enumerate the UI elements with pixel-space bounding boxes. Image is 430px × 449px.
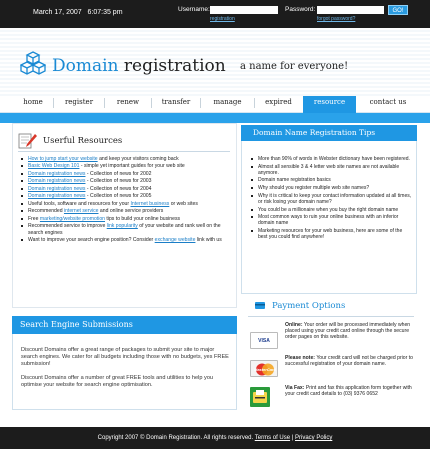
list-item: Marketing resources for your web business, here are some of the best you could find anywhere! bbox=[250, 228, 412, 240]
brand-part2: registration bbox=[123, 56, 226, 76]
resource-link[interactable]: Domain registration news bbox=[28, 178, 86, 185]
payment-text bbox=[285, 385, 415, 397]
list-item-text: Useful tools, software and resources for your bbox=[28, 200, 131, 207]
divider bbox=[18, 151, 230, 152]
payment-desc: Your order will be processed immediately when placed using your credit card online through the secure order pages on this website. bbox=[285, 322, 411, 341]
brand-title[interactable] bbox=[52, 56, 226, 76]
payment-row-fax bbox=[250, 385, 415, 415]
list-item-text: tips to build your online business bbox=[105, 215, 181, 222]
list-item: Domain name registration basics bbox=[250, 177, 412, 183]
divider bbox=[248, 316, 414, 317]
registration-link[interactable]: registration bbox=[210, 16, 235, 22]
list-item-text: - simple yet important guides for your web site bbox=[79, 163, 185, 170]
list-item-text: of your website and rank well on the search engines bbox=[28, 223, 221, 236]
resource-link[interactable]: Domain registration news bbox=[28, 193, 86, 200]
search-engine-text bbox=[21, 347, 231, 388]
nav-manage[interactable]: manage bbox=[213, 98, 242, 106]
payment-text bbox=[285, 322, 415, 340]
list-item-text: Recommended service to improve bbox=[28, 223, 107, 230]
list-item-text: - Collection of news for 2005 bbox=[85, 193, 152, 200]
nav-renew[interactable]: renew bbox=[116, 98, 140, 106]
list-item bbox=[20, 171, 232, 177]
list-item-text: - Collection of news for 2002 bbox=[85, 170, 152, 177]
tips-title: Domain Name Registration Tips bbox=[241, 125, 417, 141]
resource-link[interactable]: Internet business bbox=[130, 200, 170, 207]
list-item-text: and keep your visitors coming back bbox=[97, 156, 179, 162]
privacy-link[interactable]: Privacy Policy bbox=[294, 435, 333, 441]
list-item bbox=[20, 163, 232, 169]
list-item bbox=[20, 193, 232, 199]
search-engine-title: Search Engine Submissions bbox=[12, 316, 237, 334]
copyright-text: Copyright 2007 © Domain Registration. All rights reserved. bbox=[97, 435, 254, 441]
list-item-text: or web sites bbox=[169, 200, 198, 207]
payment-desc: Your credit card will not be charged prior to successful registration of your domain name. bbox=[285, 355, 413, 368]
list-item bbox=[20, 237, 232, 243]
main-nav bbox=[0, 96, 430, 113]
time-text: 6:07:35 pm bbox=[87, 9, 123, 16]
list-item-text: Free bbox=[28, 215, 40, 222]
payment-label: Online: bbox=[285, 322, 303, 328]
payment-text bbox=[285, 355, 415, 367]
list-item: Almost all sensible 3 & 4 letter web site names are not available anymore. bbox=[250, 164, 412, 176]
resource-link[interactable]: link popularity bbox=[106, 223, 138, 230]
card-label: MasterCard bbox=[253, 367, 276, 372]
payment-desc: Print and fax this application form together with your credit card details to (03) 9376 0652 bbox=[285, 385, 412, 398]
list-item-text: - Collection of news for 2003 bbox=[85, 178, 152, 185]
list-item-text: Want to improve your search engine position? Consider bbox=[28, 237, 155, 244]
top-bar bbox=[0, 0, 430, 28]
password-input[interactable] bbox=[317, 6, 384, 14]
brand-part1: Domain bbox=[52, 56, 119, 76]
list-item: Most common ways to ruin your online business with an inferior domain name bbox=[250, 214, 412, 226]
go-button[interactable]: GO! bbox=[388, 5, 408, 15]
fax-icon bbox=[250, 387, 270, 407]
forgot-password-link[interactable]: forgot password? bbox=[317, 16, 356, 22]
payment-row-online bbox=[250, 322, 415, 354]
nav-home[interactable]: home bbox=[23, 98, 43, 106]
payment-label: Via Fax: bbox=[285, 385, 305, 391]
nav-expired[interactable]: expired bbox=[265, 98, 292, 106]
resource-link[interactable]: Domain registration news bbox=[28, 185, 86, 192]
nav-register[interactable]: register bbox=[64, 98, 94, 106]
payment-icon bbox=[254, 299, 266, 311]
resource-link[interactable]: Domain registration news bbox=[28, 170, 86, 177]
list-item bbox=[20, 178, 232, 184]
visa-card-icon bbox=[250, 332, 278, 349]
card-label: VISA bbox=[258, 338, 270, 344]
list-item: More than 90% of words in Webster dictionary have been registered. bbox=[250, 156, 412, 162]
tagline: a name for everyone! bbox=[240, 61, 349, 72]
list-item bbox=[20, 156, 232, 162]
list-item bbox=[20, 201, 232, 207]
resources-list bbox=[20, 156, 232, 245]
terms-link[interactable]: Terms of Use bbox=[254, 435, 291, 441]
date-time bbox=[33, 9, 123, 16]
list-item bbox=[20, 216, 232, 222]
payment-row-note bbox=[250, 355, 415, 385]
list-item bbox=[20, 186, 232, 192]
footer bbox=[0, 427, 430, 449]
date-text: March 17, 2007 bbox=[33, 9, 82, 16]
resource-link[interactable]: Basic Web Design 101 bbox=[28, 163, 80, 170]
document-pen-icon bbox=[18, 132, 38, 150]
footer-separator: | bbox=[291, 435, 294, 441]
list-item-text: Recommended bbox=[28, 208, 64, 215]
list-item bbox=[20, 223, 232, 236]
list-item: Why it is critical to keep your contact information updated at all times, or risk losing your domain name? bbox=[250, 193, 412, 205]
nav-transfer[interactable]: transfer bbox=[161, 98, 191, 106]
mastercard-icon bbox=[250, 360, 278, 377]
resource-link[interactable]: marketing/website promotion bbox=[39, 215, 106, 222]
payment-title: Payment Options bbox=[272, 301, 346, 311]
cubes-logo-icon bbox=[20, 50, 46, 76]
search-engine-para1: Discount Domains offer a great range of packages to submit your site to major search engines. We cater for all budgets including those with no budgets, yes FREE submission! bbox=[21, 347, 229, 367]
list-item bbox=[20, 208, 232, 214]
password-label: Password: bbox=[285, 6, 316, 13]
username-label: Username: bbox=[178, 6, 210, 13]
header bbox=[0, 28, 430, 96]
list-item-text: - Collection of news for 2004 bbox=[85, 185, 152, 192]
blue-band bbox=[0, 113, 430, 123]
resource-link[interactable]: exchange website bbox=[154, 237, 196, 244]
resource-link[interactable]: How to jump start your website bbox=[28, 156, 98, 162]
resources-title: Userful Resources bbox=[43, 136, 123, 146]
search-engine-para2: Discount Domains offer a number of great FREE tools and utilities to help you optimise your website for search engine optimisation. bbox=[21, 374, 214, 388]
payment-label: Please note: bbox=[285, 355, 316, 361]
username-input[interactable] bbox=[210, 6, 278, 14]
fax-machine-icon bbox=[250, 387, 270, 407]
list-item: Why should you register multiple web site names? bbox=[250, 185, 412, 191]
nav-contact-us[interactable]: contact us bbox=[369, 98, 407, 106]
list-item-text: and online service providers bbox=[98, 208, 164, 215]
tips-list bbox=[250, 156, 412, 242]
nav-resource[interactable]: resource bbox=[303, 96, 356, 113]
list-item-text: link with us bbox=[195, 237, 222, 244]
resource-link[interactable]: internet service bbox=[63, 208, 99, 215]
list-item: You could be a millionaire when you buy the right domain name bbox=[250, 207, 412, 213]
